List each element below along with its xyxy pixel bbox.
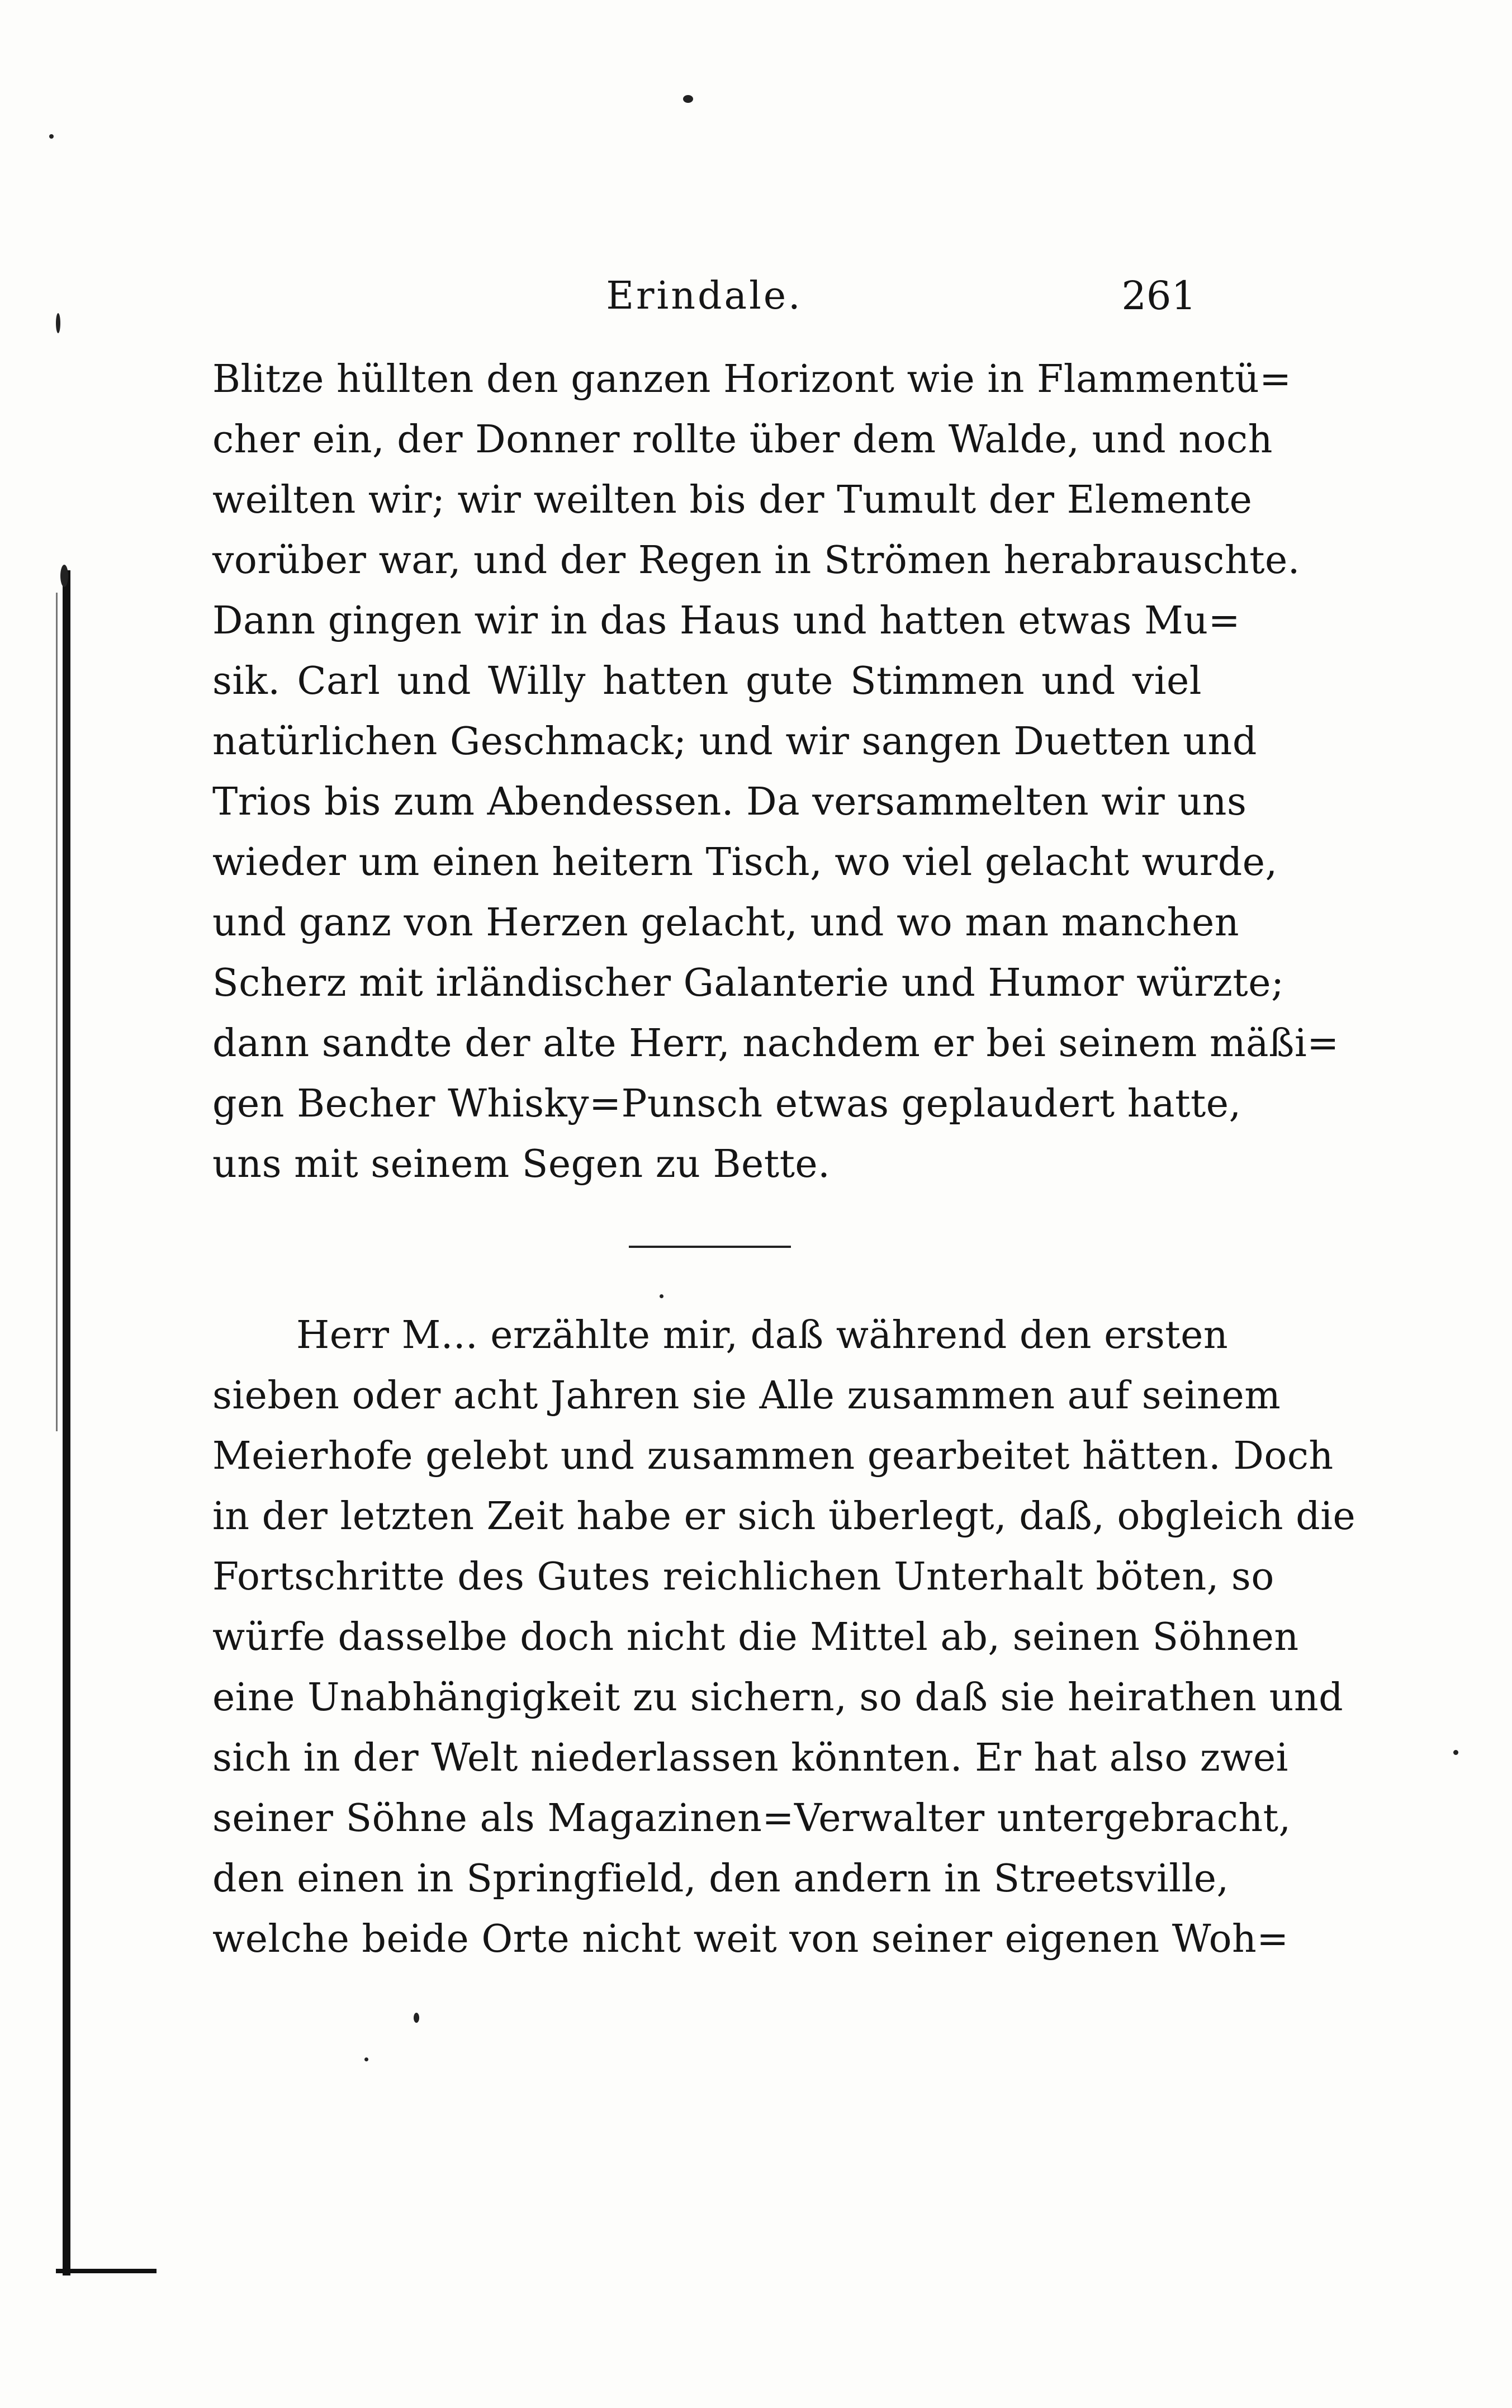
scan-speck [660, 1294, 663, 1298]
text-line: seiner Söhne als Magazinen=Verwalter untergebracht, [212, 1796, 1291, 1841]
scan-speck [414, 2013, 419, 2023]
text-line: sik. Carl und Willy hatten gute Stimmen und viel [212, 659, 1202, 703]
scan-speck [364, 2057, 368, 2061]
text-line: cher ein, der Donner rollte über dem Walde, und noch [212, 418, 1273, 462]
text-line: eine Unabhängigkeit zu sichern, so daß sie heirathen und [212, 1676, 1344, 1720]
scan-speck [1453, 1750, 1458, 1755]
text-line: in der letzten Zeit habe er sich überlegt, daß, obgleich die [212, 1494, 1356, 1539]
text-line: Meierhofe gelebt und zusammen gearbeitet hätten. Doch [212, 1434, 1334, 1478]
text-line: würfe dasselbe doch nicht die Mittel ab, seinen Söhnen [212, 1615, 1299, 1659]
scan-speck [49, 134, 54, 139]
text-line: Herr M... erzählte mir, daß während den ersten [296, 1313, 1229, 1357]
section-divider-rule [629, 1246, 791, 1248]
text-line: wieder um einen heitern Tisch, wo viel gelacht wurde, [212, 840, 1278, 884]
text-line: den einen in Springfield, den andern in Streetsville, [212, 1857, 1229, 1901]
text-line: Dann gingen wir in das Haus und hatten etwas Mu= [212, 599, 1241, 643]
paragraph-1 [212, 349, 1339, 1195]
scan-speck [683, 95, 693, 103]
binding-edge-line [63, 570, 70, 2275]
page-number: 261 [1121, 273, 1196, 319]
paragraph-2 [212, 1305, 1356, 1970]
text-line: weilten wir; wir weilten bis der Tumult der Elemente [212, 478, 1253, 522]
text-line: sich in der Welt niederlassen könnten. Er hat also zwei [212, 1736, 1288, 1780]
scan-speck [56, 313, 60, 333]
text-line: natürlichen Geschmack; und wir sangen Duetten und [212, 720, 1257, 764]
text-line: gen Becher Whisky=Punsch etwas geplaudert hatte, [212, 1082, 1241, 1126]
text-line: welche beide Orte nicht weit von seiner eigenen Woh= [212, 1917, 1289, 1961]
binding-edge-foot [56, 2269, 157, 2273]
text-line: Scherz mit irländischer Galanterie und Humor würzte; [212, 961, 1285, 1005]
text-line: Trios bis zum Abendessen. Da versammelten wir uns [212, 780, 1247, 824]
text-line: sieben oder acht Jahren sie Alle zusammen auf seinem [212, 1374, 1281, 1418]
text-line: dann sandte der alte Herr, nachdem er bei seinem mäßi= [212, 1021, 1339, 1066]
scan-speck [60, 565, 68, 587]
text-line: Blitze hüllten den ganzen Horizont wie in Flammentü= [212, 357, 1292, 401]
text-line: Fortschritte des Gutes reichlichen Unterhalt böten, so [212, 1555, 1274, 1599]
text-line: uns mit seinem Segen zu Bette. [212, 1142, 831, 1186]
binding-edge-shadow [56, 593, 58, 1431]
text-line: und ganz von Herzen gelacht, und wo man manchen [212, 901, 1239, 945]
running-header-title: Erindale. [606, 274, 803, 318]
text-line: vorüber war, und der Regen in Strömen herabrauschte. [212, 538, 1300, 583]
